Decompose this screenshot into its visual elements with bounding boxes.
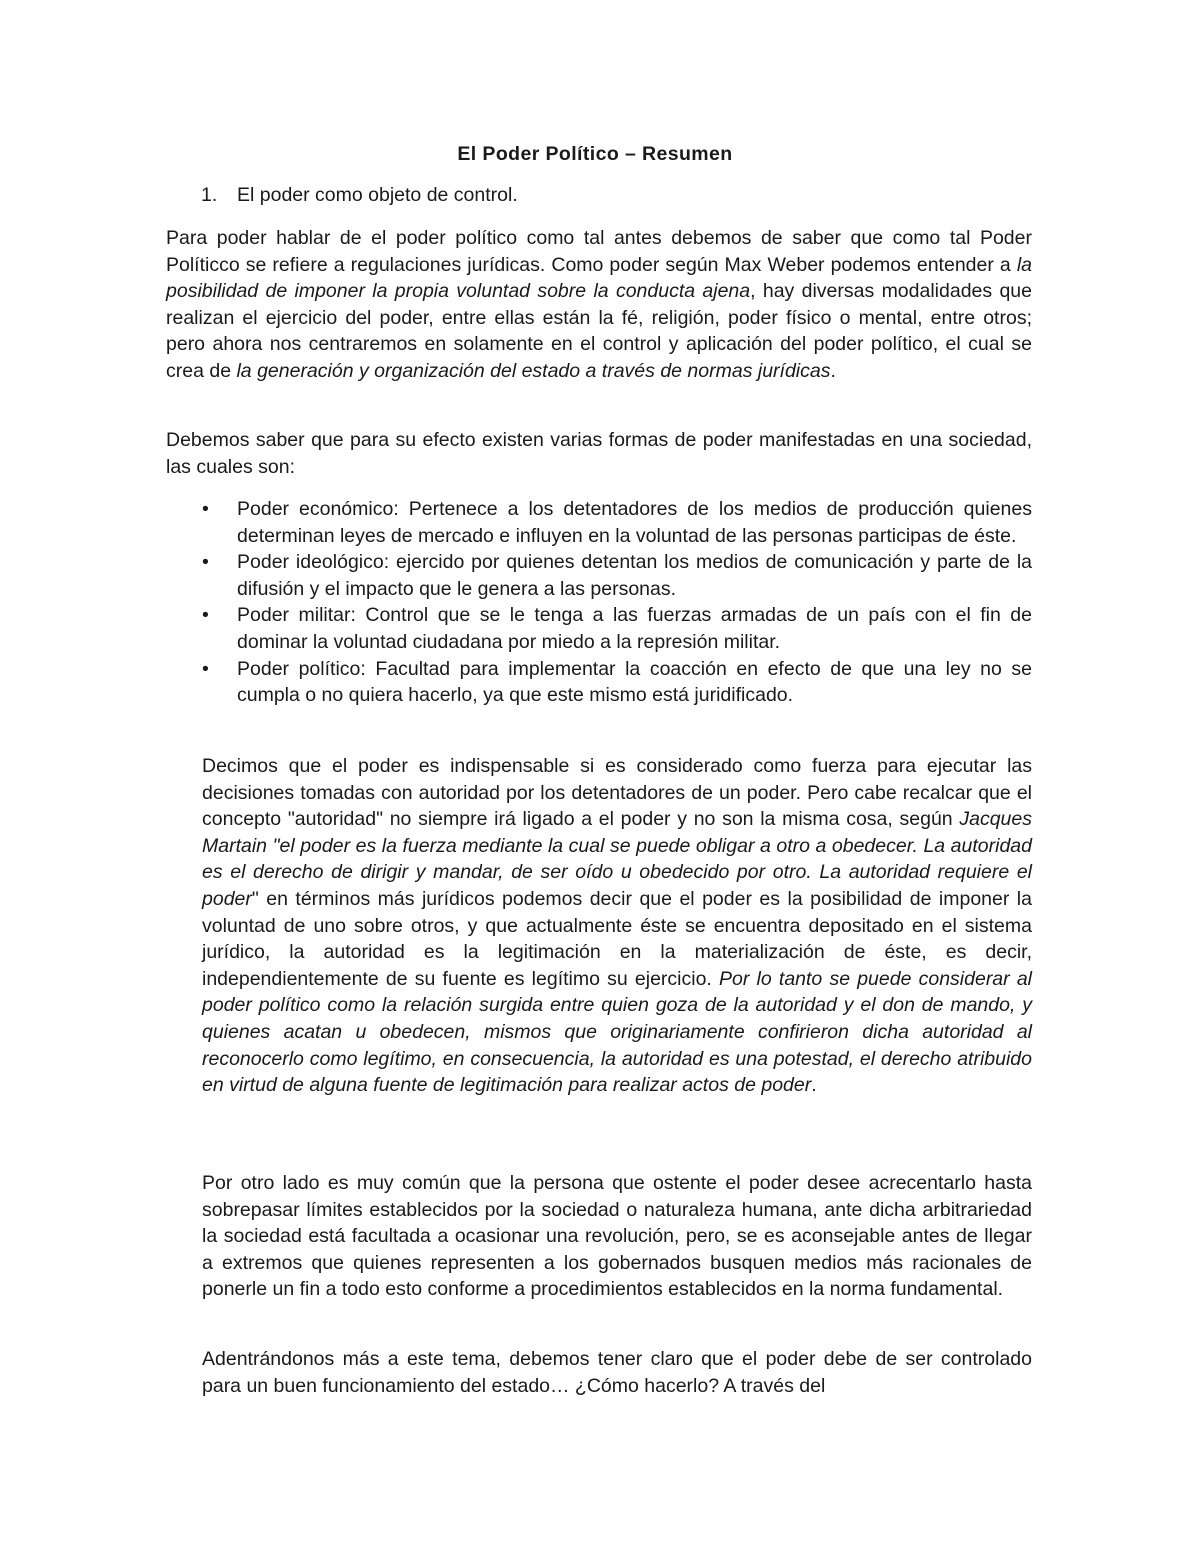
bullet-icon: • xyxy=(202,604,209,627)
list-item-text: Poder político: Facultad para implementar la coacción en efecto de que una ley no se cumpla o no quiera hacerlo, ya que este mismo está juridificado. xyxy=(237,657,1032,707)
bullet-icon: • xyxy=(202,551,209,574)
list-item xyxy=(166,549,1032,602)
paragraph-text: " en términos más jurídicos podemos decir que el poder es la posibilidad de imponer la voluntad de uno sobre otros, y que actualmente éste se encuentra depositado en el sistema jurídico, la autoridad es la legitimación en la materialización de éste, es decir, independientemente de su fuente es legítimo su ejercicio. xyxy=(202,887,1032,990)
paragraph-text: . xyxy=(830,359,836,382)
bullet-icon: • xyxy=(202,498,209,520)
bullet-icon: • xyxy=(202,657,209,680)
list-item-text: Poder ideológico: ejercido por quienes detentan los medios de comunicación y parte de la difusión y el impacto que le genera a las personas. xyxy=(237,551,1032,600)
document-title: El Poder Político – Resumen xyxy=(457,143,733,165)
martain-quote-italic: Jacques Martain "el poder es la fuerza mediante la cual se puede obligar a otro a obedecer. La autoridad es el derecho de dirigir y mandar, de ser oído u obedecido por otro. La autoridad requiere el poder xyxy=(202,808,1032,910)
political-power-definition-italic: Por lo tanto se puede considerar al poder político como la relación surgida entre quien goza de la autoridad y el don de mando, y quienes acatan u obedecen, mismos que originariamente confirieron dicha autoridad al reconocerlo como legítimo, en consecuencia, la autoridad es una potestad, el derecho atribuido en virtud de alguna fuente de legitimación para realizar actos de poder xyxy=(202,967,1032,1097)
paragraph-intro xyxy=(166,225,1032,385)
paragraph-text: . xyxy=(811,1074,817,1097)
list-item xyxy=(166,602,1032,655)
list-item-text: Poder económico: Pertenece a los detentadores de los medios de producción quienes determinan leyes de mercado e influyen en la voluntad de las personas participas de éste. xyxy=(237,498,1032,547)
paragraph-control: Adentrándonos más a este tema, debemos tener claro que el poder debe de ser controlado para un buen funcionamiento del estado… ¿Cómo hacerlo? A través del xyxy=(202,1348,1032,1397)
paragraph-text: Para poder hablar de el poder político como tal antes debemos de saber que como tal Poder Políticco se refiere a regulaciones jurídicas. Como poder según Max Weber podemos entender a xyxy=(166,227,1032,276)
state-generation-italic: la generación y organización del estado a través de normas jurídicas xyxy=(236,359,831,382)
paragraph-authority xyxy=(202,753,1032,1099)
list-item-text: Poder militar: Control que se le tenga a las fuerzas armadas de un país con el fin de dominar la voluntad ciudadana por miedo a la represión militar. xyxy=(237,604,1032,653)
section-heading xyxy=(201,182,518,208)
list-item xyxy=(166,656,1032,709)
section-number: 1. xyxy=(201,184,218,206)
paragraph-text: , hay diversas modalidades que realizan el ejercicio del poder, entre ellas están la fé, religión, poder físico o mental, entre otros; pero ahora nos centraremos en solamente en el control y aplicación del poder político, el cual se crea de xyxy=(166,280,1032,382)
section-label: El poder como objeto de control. xyxy=(237,184,518,206)
power-types-list xyxy=(166,496,1032,709)
paragraph-forms-of-power: Debemos saber que para su efecto existen varias formas de poder manifestadas en una sociedad, las cuales son: xyxy=(166,429,1032,478)
weber-definition-italic: la posibilidad de imponer la propia voluntad sobre la conducta ajena xyxy=(166,253,1032,303)
list-item xyxy=(166,496,1032,549)
paragraph-text: Decimos que el poder es indispensable si es considerado como fuerza para ejecutar las decisiones tomadas con autoridad por los detentadores de un poder. Pero cabe recalcar que el concepto "autoridad" no siempre irá ligado a el poder y no son la misma cosa, según xyxy=(202,755,1032,831)
paragraph-arbitrariness: Por otro lado es muy común que la persona que ostente el poder desee acrecentarlo hasta sobrepasar límites establecidos por la sociedad o naturaleza humana, ante dicha arbitrariedad la sociedad está facultada a ocasionar una revolución, pero, se es aconsejable antes de llegar a extremos que quienes representen a los gobernados busquen medios más racionales de ponerle un fin a todo esto conforme a procedimientos establecidos en la norma fundamental. xyxy=(202,1172,1032,1301)
